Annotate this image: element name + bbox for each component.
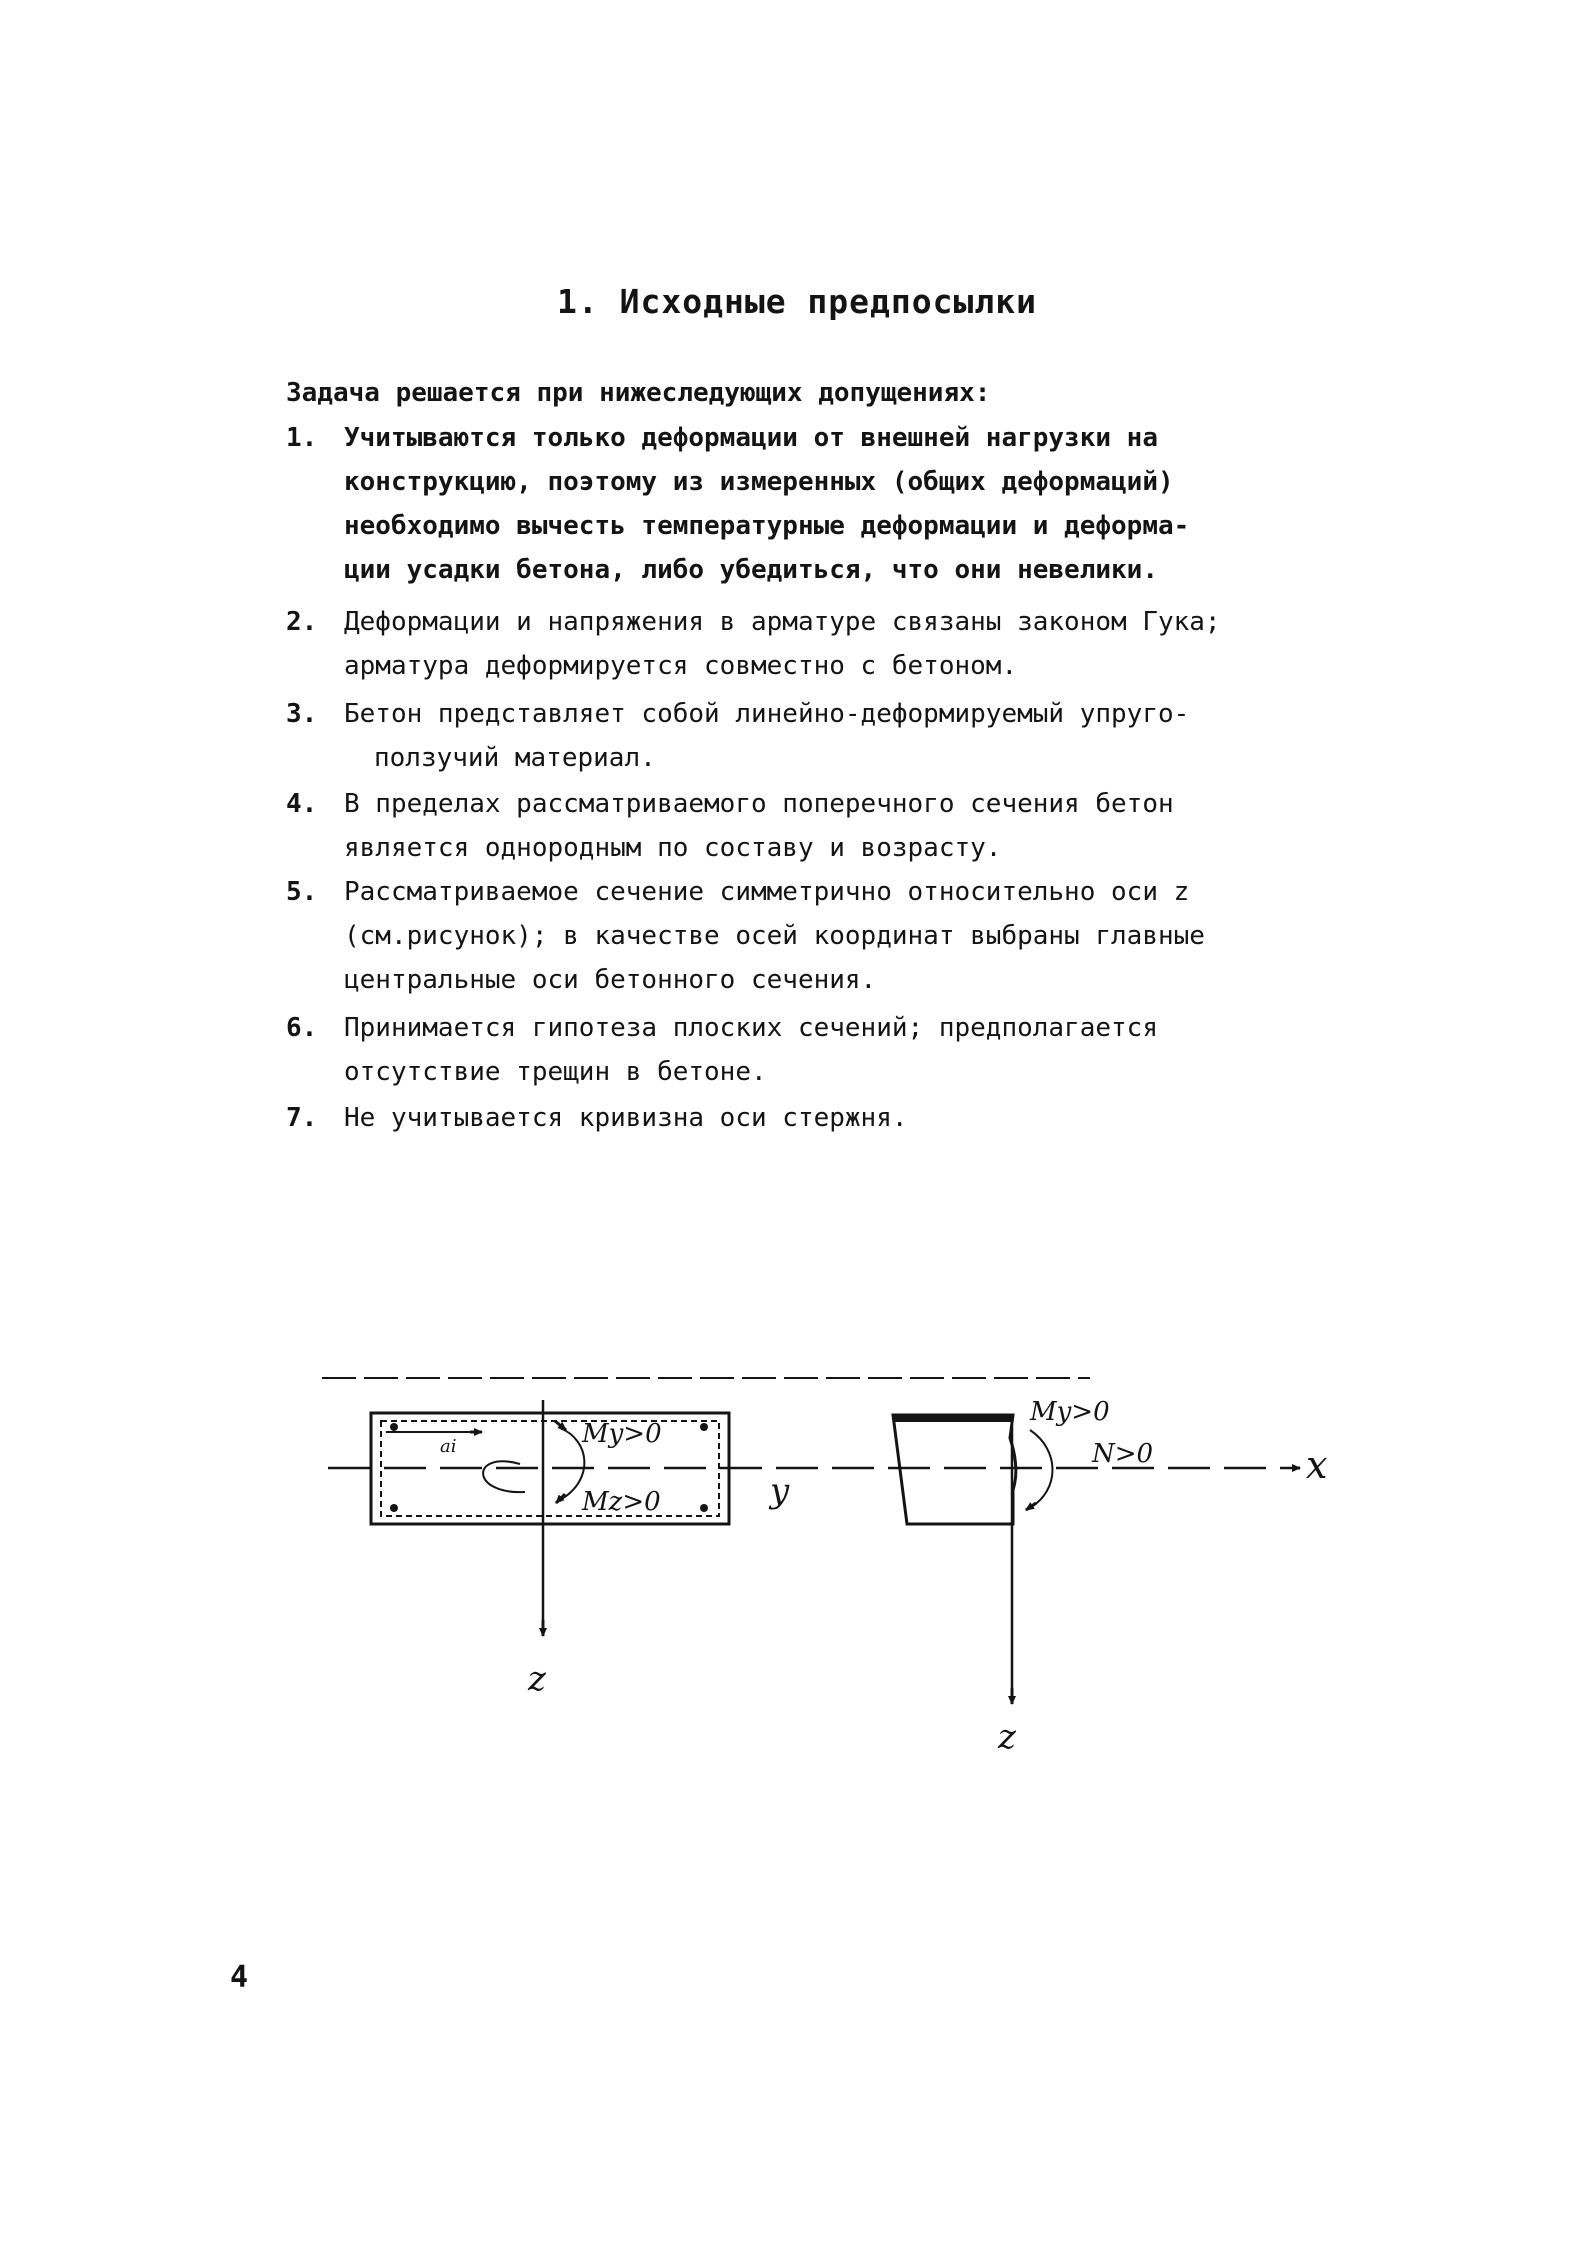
item-line: Деформации и напряжения в арматуре связаны законом Гука;: [344, 607, 1221, 637]
item-number: 1.: [286, 423, 318, 453]
item-line: является однородным по составу и возрасту.: [344, 833, 1002, 863]
intro-text: Задача решается при нижеследующих допущениях:: [286, 378, 991, 408]
item-line: Учитываются только деформации от внешней нагрузки на: [344, 423, 1158, 453]
rebar-dot: [700, 1423, 708, 1431]
item-number: 2.: [286, 607, 318, 637]
item-line: центральные оси бетонного сечения.: [344, 965, 877, 995]
item-line: Принимается гипотеза плоских сечений; предполагается: [344, 1013, 1158, 1043]
rebar-dot: [390, 1504, 398, 1512]
item-line: конструкцию, поэтому из измеренных (общих деформаций): [344, 467, 1174, 497]
item-line: ции усадки бетона, либо убедиться, что они невелики.: [344, 555, 1158, 585]
ai-label: ai: [440, 1436, 457, 1457]
section-title: 1. Исходные предпосылки: [557, 282, 1037, 321]
item-line: арматура деформируется совместно с бетоном.: [344, 651, 1018, 681]
page-number: 4: [230, 1960, 249, 1995]
my-label-right: My>0: [1030, 1397, 1110, 1427]
item-number: 4.: [286, 789, 318, 819]
mz-label-left: Mz>0: [582, 1487, 661, 1517]
n-label: N>0: [1092, 1439, 1154, 1469]
rebar-dot: [700, 1504, 708, 1512]
right-section-shape: [893, 1415, 1016, 1524]
x-axis-label: x: [1306, 1443, 1328, 1487]
my-moment-arc-left: [483, 1461, 525, 1492]
z-axis-right-label: z: [998, 1717, 1016, 1757]
my-right-arrow-icon: [1026, 1503, 1036, 1510]
item-number: 6.: [286, 1013, 318, 1043]
rebar-dot: [390, 1423, 398, 1431]
mz-moment-arc-left: [560, 1428, 584, 1500]
item-line: Рассматриваемое сечение симметрично относительно оси z: [344, 877, 1190, 907]
item-line: Бетон представляет собой линейно-деформируемый упруго-: [344, 699, 1190, 729]
item-number: 7.: [286, 1103, 318, 1133]
item-line: В пределах рассматриваемого поперечного сечения бетон: [344, 789, 1174, 819]
item-line: ползучий материал.: [374, 743, 656, 773]
item-line: Не учитывается кривизна оси стержня.: [344, 1103, 908, 1133]
y-axis-label: y: [770, 1471, 790, 1511]
item-number: 5.: [286, 877, 318, 907]
z-axis-left-label: z: [528, 1659, 546, 1699]
my-label-left: My>0: [582, 1419, 662, 1449]
item-line: необходимо вычесть температурные деформации и деформа-: [344, 511, 1190, 541]
item-line: (см.рисунок); в качестве осей координат выбраны главные: [344, 921, 1205, 951]
item-number: 3.: [286, 699, 318, 729]
item-line: отсутствие трещин в бетоне.: [344, 1057, 767, 1087]
